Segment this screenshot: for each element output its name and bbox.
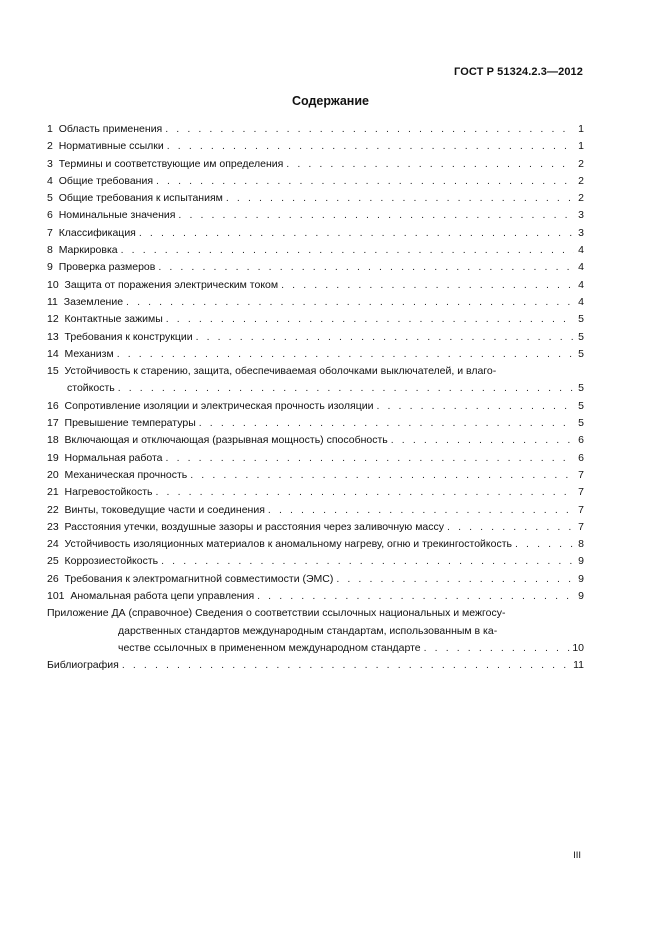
toc-entry-101[interactable]: 101 Аномальная работа цепи управления . . . 9 [47,588,584,605]
toc-entry-bibliography[interactable]: Библиография . . . 11 [47,657,584,674]
toc-entry-25[interactable]: 25 Коррозиестойкость . . . 9 [47,553,584,570]
toc-entry-2[interactable]: 2 Нормативные ссылки . . . 1 [47,138,584,155]
toc-entry-13[interactable]: 13 Требования к конструкции . . . 5 [47,329,584,346]
toc-entry-11[interactable]: 11 Заземление . . . 4 [47,294,584,311]
toc-entry-15-line1[interactable]: 15 Устойчивость к старению, защита, обеспечиваемая оболочками выключателей, и влаго- [47,365,497,378]
document-code: ГОСТ Р 51324.2.3—2012 [454,66,583,78]
toc-entry-22[interactable]: 22 Винты, токоведущие части и соединения . . . 7 [47,502,584,519]
appendix-da-line1[interactable]: Приложение ДА (справочное) Сведения о соответствии ссылочных национальных и межгосу- [47,607,506,620]
table-of-contents [47,121,584,675]
toc-entry-20[interactable]: 20 Механическая прочность . . . 7 [47,467,584,484]
toc-entry-16[interactable]: 16 Сопротивление изоляции и электрическая прочность изоляции . . . 5 [47,398,584,415]
toc-entry-14[interactable]: 14 Механизм . . . 5 [47,346,584,363]
toc-entry-23[interactable]: 23 Расстояния утечки, воздушные зазоры и расстояния через заливочную массу . . . 7 [47,519,584,536]
toc-entry-5[interactable]: 5 Общие требования к испытаниям . . . 2 [47,190,584,207]
appendix-da-line3[interactable]: честве ссылочных в примененном международном стандарте . . . 10 [47,640,584,657]
toc-entry-3[interactable]: 3 Термины и соответствующие им определения . . . 2 [47,156,584,173]
toc-entry-7[interactable]: 7 Классификация . . . 3 [47,225,584,242]
toc-entry-12[interactable]: 12 Контактные зажимы . . . 5 [47,311,584,328]
toc-entry-15-line2[interactable]: стойкость . . . 5 [47,380,584,397]
toc-entry-17[interactable]: 17 Превышение температуры . . . 5 [47,415,584,432]
toc-entry-19[interactable]: 19 Нормальная работа . . . 6 [47,450,584,467]
toc-entry-8[interactable]: 8 Маркировка . . . 4 [47,242,584,259]
appendix-da-line2: дарственных стандартов международным стандартам, использованным в ка- [118,624,498,637]
toc-entry-26[interactable]: 26 Требования к электромагнитной совместимости (ЭМС) . . . 9 [47,571,584,588]
toc-entry-24[interactable]: 24 Устойчивость изоляционных материалов к аномальному нагреву, огню и трекингостойкость . . . 8 [47,536,584,553]
toc-entry-6[interactable]: 6 Номинальные значения . . . 3 [47,207,584,224]
page-title: Содержание [291,94,369,108]
toc-entry-18[interactable]: 18 Включающая и отключающая (разрывная мощность) способность . . . 6 [47,432,584,449]
toc-entry-10[interactable]: 10 Защита от поражения электрическим током . . . 4 [47,277,584,294]
toc-entry-4[interactable]: 4 Общие требования . . . 2 [47,173,584,190]
page-number: III [573,850,581,861]
toc-entry-9[interactable]: 9 Проверка размеров . . . 4 [47,259,584,276]
toc-entry-1[interactable]: 1 Область применения . . . 1 [47,121,584,138]
toc-entry-21[interactable]: 21 Нагревостойкость . . . 7 [47,484,584,501]
